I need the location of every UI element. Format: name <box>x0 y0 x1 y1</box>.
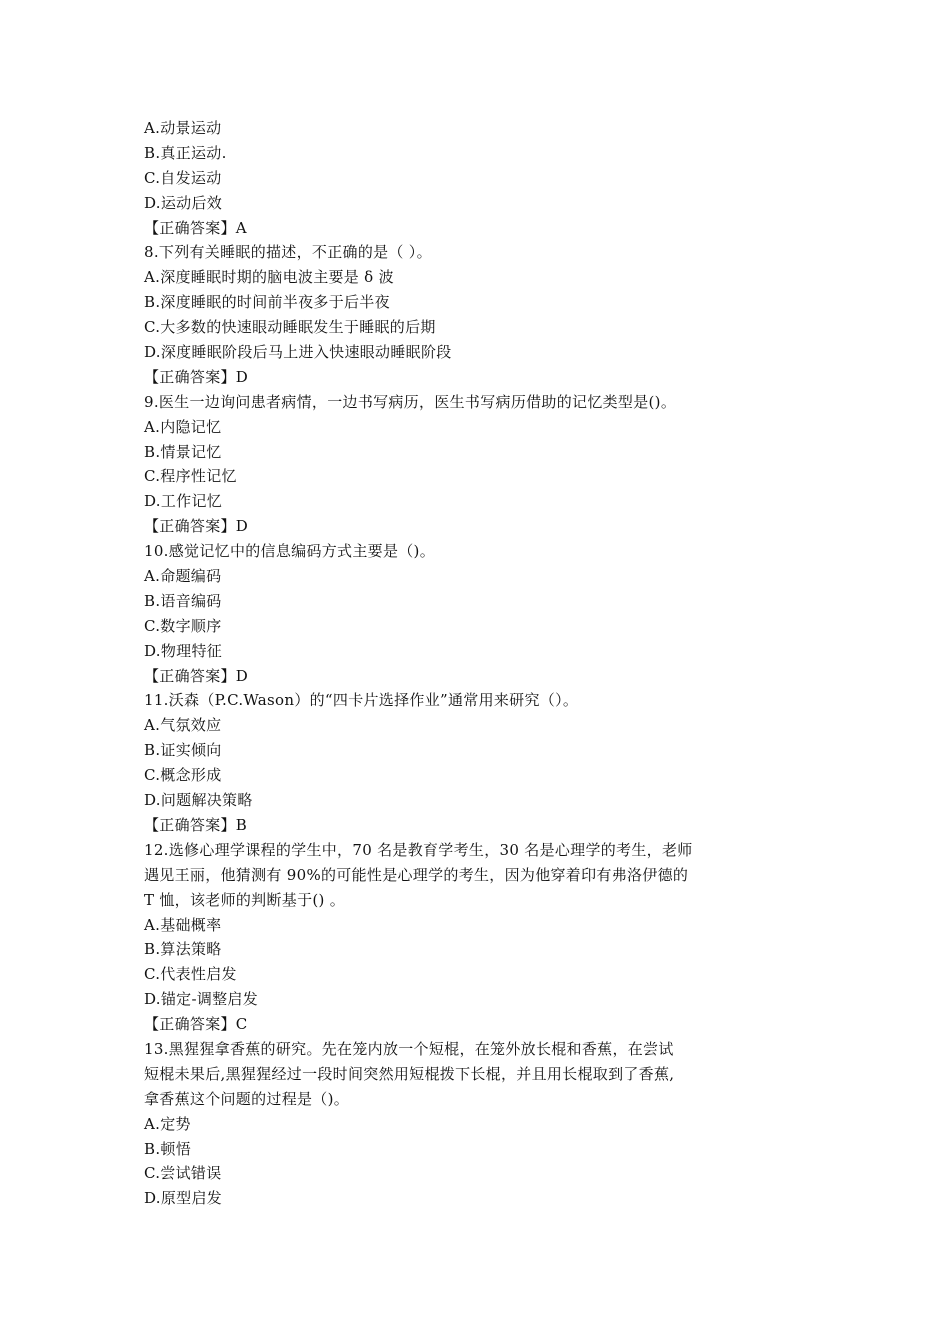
option-a: A.基础概率 <box>144 915 222 934</box>
option-c: C.概念形成 <box>144 766 222 785</box>
option-d: D.运动后效 <box>144 193 223 212</box>
option-d: D.锚定-调整启发 <box>144 990 259 1009</box>
question-stem: 9.医生一边询问患者病情，一边书写病历，医生书写病历借助的记忆类型是()。 <box>144 392 677 411</box>
option-b: B.算法策略 <box>144 940 222 959</box>
option-c: C.代表性启发 <box>144 965 237 984</box>
option-b: B.真正运动. <box>144 143 227 162</box>
question-stem-line-1: 12.选修心理学课程的学生中，70 名是教育学考生，30 名是心理学的考生，老师 <box>144 840 693 859</box>
option-a: A.内隐记忆 <box>144 417 222 436</box>
option-b: B.语音编码 <box>144 591 222 610</box>
question-stem: 8.下列有关睡眠的描述，不正确的是（ ）。 <box>144 243 432 262</box>
correct-answer: 【正确答案】D <box>144 517 249 536</box>
option-a: A.深度睡眠时期的脑电波主要是 δ 波 <box>144 268 394 287</box>
question-block-9 <box>144 390 784 539</box>
correct-answer: 【正确答案】C <box>144 1015 248 1034</box>
option-d: D.深度睡眠阶段后马上进入快速眼动睡眠阶段 <box>144 343 452 362</box>
question-stem-line-3: T 恤，该老师的判断基于() 。 <box>144 890 346 909</box>
correct-answer: 【正确答案】D <box>144 367 249 386</box>
option-c: C.自发运动 <box>144 168 222 187</box>
question-stem-line-2: 遇见王丽，他猜测有 90%的可能性是心理学的考生，因为他穿着印有弗洛伊德的 <box>144 865 689 884</box>
option-b: B.情景记忆 <box>144 442 222 461</box>
question-block-12 <box>144 838 784 1037</box>
question-stem-line-1: 13.黑猩猩拿香蕉的研究。先在笼内放一个短棍，在笼外放长棍和香蕉，在尝试 <box>144 1039 674 1058</box>
question-stem-line-2: 短棍未果后,黑猩猩经过一段时间突然用短棍拨下长棍，并且用长棍取到了香蕉, <box>144 1064 675 1083</box>
option-b: B.深度睡眠的时间前半夜多于后半夜 <box>144 293 390 312</box>
option-a: A.定势 <box>144 1114 191 1133</box>
question-stem: 11.沃森（P.C.Wason）的“四卡片选择作业”通常用来研究（）。 <box>144 691 579 710</box>
option-c: C.程序性记忆 <box>144 467 237 486</box>
question-block-7-tail <box>144 116 784 240</box>
option-d: D.原型启发 <box>144 1189 223 1208</box>
option-d: D.问题解决策略 <box>144 791 253 810</box>
option-c: C.大多数的快速眼动睡眠发生于睡眠的后期 <box>144 318 436 337</box>
option-b: B.顿悟 <box>144 1139 191 1158</box>
option-c: C.尝试错误 <box>144 1164 222 1183</box>
question-block-13 <box>144 1037 784 1211</box>
question-block-8 <box>144 240 784 389</box>
option-d: D.工作记忆 <box>144 492 223 511</box>
option-a: A.动景运动 <box>144 119 222 137</box>
document-page <box>144 116 784 1211</box>
option-a: A.命题编码 <box>144 567 222 586</box>
question-stem: 10.感觉记忆中的信息编码方式主要是（)。 <box>144 542 436 561</box>
correct-answer: 【正确答案】A <box>144 218 247 237</box>
question-block-11 <box>144 688 784 837</box>
question-block-10 <box>144 539 784 688</box>
question-stem-line-3: 拿香蕉这个问题的过程是（)。 <box>144 1089 350 1108</box>
option-b: B.证实倾向 <box>144 741 222 760</box>
option-c: C.数字顺序 <box>144 616 222 635</box>
correct-answer: 【正确答案】B <box>144 815 248 834</box>
option-a: A.气氛效应 <box>144 716 222 735</box>
option-d: D.物理特征 <box>144 641 223 660</box>
correct-answer: 【正确答案】D <box>144 666 249 685</box>
